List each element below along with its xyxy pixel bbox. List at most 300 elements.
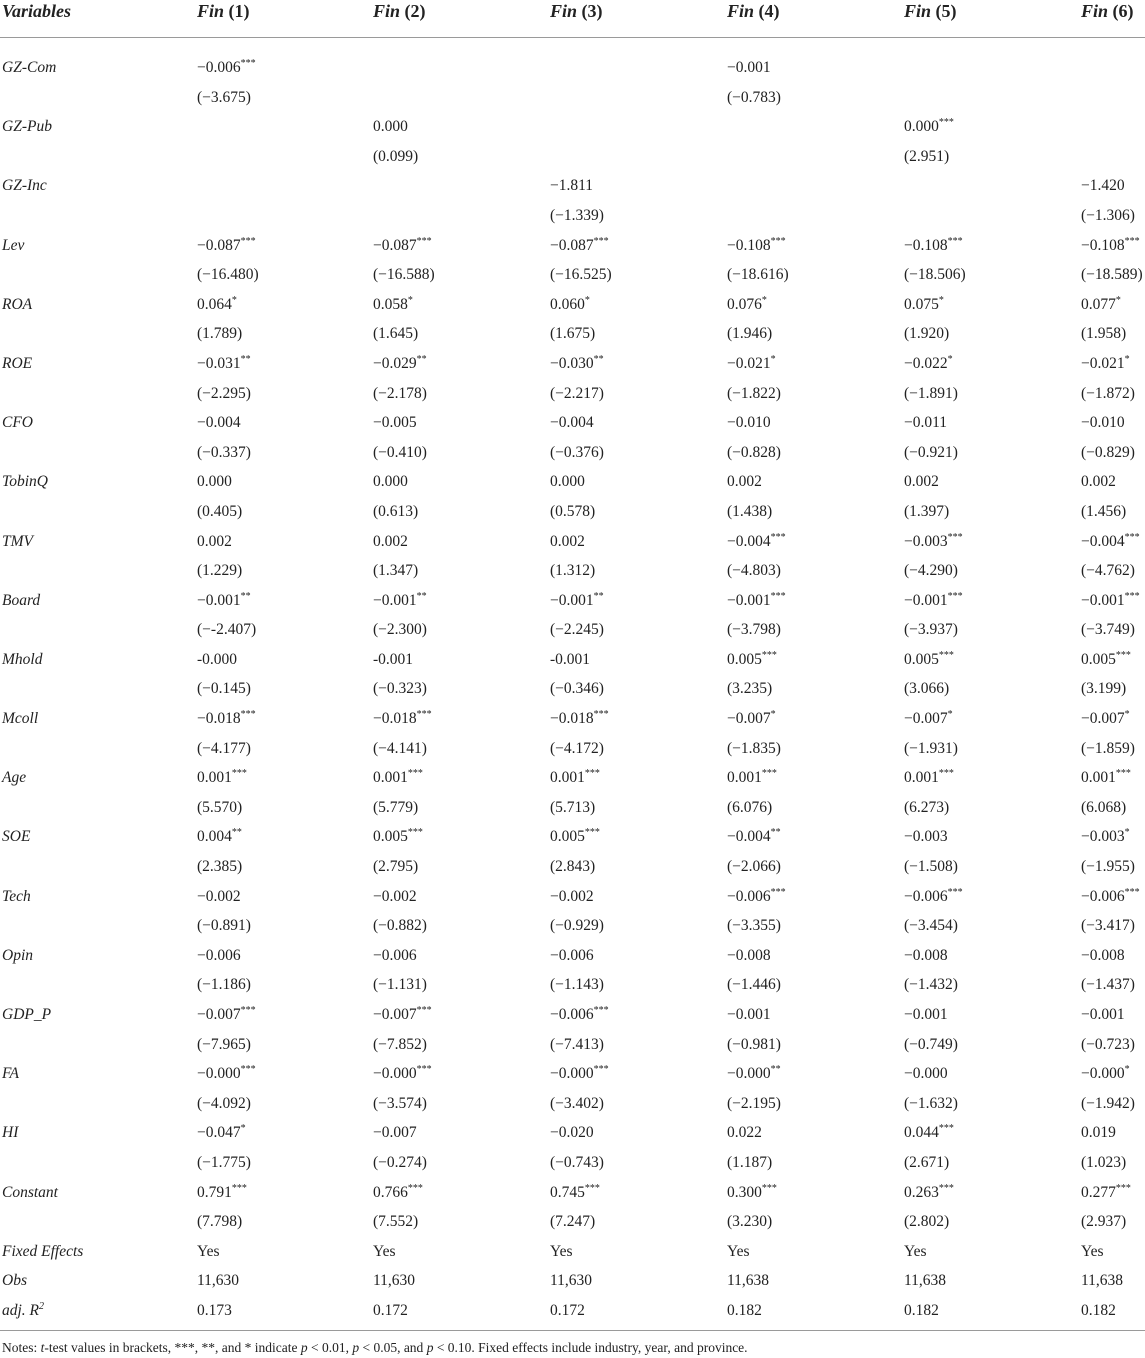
coef-cell: −0.003 (904, 828, 948, 846)
coef-cell: −0.007* (727, 709, 776, 728)
tstat-cell: (−0.410) (373, 443, 427, 461)
variable-name: ROA (2, 295, 33, 313)
tstat-cell: (−-2.407) (197, 621, 257, 639)
coef-cell: −0.003* (1081, 827, 1130, 846)
tstat-cell: (−0.783) (727, 88, 781, 106)
tstat-cell: (1.438) (727, 502, 773, 520)
header-col-name: Fin (727, 1, 755, 21)
table-row-coef (0, 467, 1145, 497)
tstat-cell: (1.229) (197, 562, 243, 580)
header-col-1 (197, 0, 250, 22)
tstat-cell: (−18.506) (904, 266, 966, 284)
coef-cell: 0.001*** (1081, 768, 1131, 787)
tstat-cell: (1.789) (197, 325, 243, 343)
summary-cell: 11,638 (904, 1272, 947, 1290)
tstat-cell: (2.795) (373, 858, 419, 876)
coef-cell: 0.022 (727, 1124, 762, 1142)
table-row-coef (0, 53, 1145, 83)
coef-cell: −0.002 (373, 887, 417, 905)
coef-cell: −0.007* (1081, 709, 1130, 728)
coef-cell: −0.007 (373, 1124, 417, 1142)
tstat-cell: (−0.743) (550, 1153, 604, 1171)
tstat-cell: (−4.762) (1081, 562, 1135, 580)
table-row-coef (0, 704, 1145, 734)
variable-name: Mcoll (2, 710, 39, 728)
coef-cell: −0.007* (904, 709, 953, 728)
coef-cell: −0.006 (550, 946, 594, 964)
tstat-cell: (−4.141) (373, 739, 427, 757)
summary-cell: 0.173 (197, 1301, 232, 1319)
summary-cell: 0.182 (1081, 1301, 1116, 1319)
tstat-cell: (−0.274) (373, 1153, 427, 1171)
table-row-tstat (0, 911, 1145, 941)
coef-cell: 0.263*** (904, 1182, 954, 1201)
tstat-cell: (−3.749) (1081, 621, 1135, 639)
header-col-4 (727, 0, 780, 22)
coef-cell: −1.811 (550, 177, 594, 195)
table-row-tstat (0, 852, 1145, 882)
tstat-cell: (3.230) (727, 1213, 773, 1231)
coef-cell: -0.001 (373, 650, 414, 668)
summary-cell: 0.182 (727, 1301, 762, 1319)
tstat-cell: (−3.798) (727, 621, 781, 639)
tstat-cell: (−1.931) (904, 739, 958, 757)
table-row-tstat (0, 1089, 1145, 1119)
coef-cell: −0.000*** (550, 1064, 609, 1083)
coef-cell: −0.030** (550, 353, 604, 372)
coef-cell: −0.001** (550, 590, 604, 609)
tstat-cell: (−0.376) (550, 443, 604, 461)
variable-name: TobinQ (2, 473, 48, 491)
coef-cell: −0.108*** (1081, 235, 1140, 254)
table-body (0, 53, 1145, 1335)
coef-cell: −0.001** (373, 590, 427, 609)
coef-cell: -0.001 (550, 650, 591, 668)
tstat-cell: (−1.955) (1081, 858, 1135, 876)
coef-cell: 0.076* (727, 294, 767, 313)
coef-cell: −0.007*** (373, 1005, 432, 1023)
tstat-cell: (−0.929) (550, 917, 604, 935)
summary-cell: 0.172 (550, 1301, 585, 1319)
variable-name: HI (2, 1124, 19, 1142)
table-row-coef (0, 822, 1145, 852)
table-row-coef (0, 882, 1145, 912)
table-row-coef (0, 1178, 1145, 1208)
header-variables: Variables (2, 1, 72, 21)
tstat-cell: (−2.245) (550, 621, 604, 639)
coef-cell: −0.006*** (904, 886, 963, 905)
table-row-tstat (0, 615, 1145, 645)
variable-name: Age (2, 769, 27, 787)
table-row-coef (0, 349, 1145, 379)
tstat-cell: (1.347) (373, 562, 419, 580)
summary-cell: Yes (197, 1242, 220, 1260)
tstat-cell: (−1.131) (373, 976, 427, 994)
table-row-tstat (0, 556, 1145, 586)
coef-cell: −0.002 (550, 887, 594, 905)
coef-cell: −1.420 (1081, 177, 1125, 195)
tstat-cell: (−4.172) (550, 739, 604, 757)
table-row-tstat (0, 319, 1145, 349)
table-row-tstat (0, 1148, 1145, 1178)
header-col-name: Fin (1081, 1, 1109, 21)
tstat-cell: (−2.178) (373, 384, 427, 402)
tstat-cell: (−1.446) (727, 976, 781, 994)
table-row-coef (0, 1059, 1145, 1089)
variable-name: Opin (2, 946, 33, 964)
coef-cell: −0.003*** (904, 531, 963, 550)
tstat-cell: (−0.981) (727, 1035, 781, 1053)
coef-cell: −0.005 (373, 414, 417, 432)
coef-cell: 0.000 (550, 473, 585, 491)
coef-cell: 0.000 (197, 473, 232, 491)
coef-cell: −0.108*** (727, 235, 786, 254)
tstat-cell: (5.779) (373, 798, 419, 816)
coef-cell: −0.031** (197, 353, 251, 372)
variable-name: GDP_P (2, 1006, 52, 1023)
tstat-cell: (−16.588) (373, 266, 435, 284)
tstat-cell: (−3.417) (1081, 917, 1135, 935)
coef-cell: −0.000* (1081, 1064, 1130, 1083)
table-notes: Notes: t-test values in brackets, ***, **, and * indicate p < 0.01, p < 0.05, and p < 0.10. Fixed effects include industry, year, and province. (2, 1340, 748, 1355)
tstat-cell: (−2.300) (373, 621, 427, 639)
coef-cell: 0.075* (904, 294, 944, 313)
tstat-cell: (1.456) (1081, 502, 1127, 520)
tstat-cell: (−2.295) (197, 384, 251, 402)
coef-cell: −0.018*** (373, 709, 432, 728)
tstat-cell: (−1.306) (1081, 206, 1135, 224)
header-col-3 (550, 0, 603, 22)
variable-name: Lev (2, 236, 25, 254)
tstat-cell: (5.570) (197, 798, 243, 816)
table-row-tstat (0, 379, 1145, 409)
tstat-cell: (−1.437) (1081, 976, 1135, 994)
tstat-cell: (2.385) (197, 858, 243, 876)
tstat-cell: (−7.852) (373, 1035, 427, 1053)
tstat-cell: (0.099) (373, 147, 419, 165)
coef-cell: −0.108*** (904, 235, 963, 254)
header-col-name: Fin (373, 1, 401, 21)
tstat-cell: (2.951) (904, 147, 950, 165)
coef-cell: −0.001 (1081, 1006, 1125, 1023)
coef-cell: −0.000** (727, 1064, 781, 1083)
tstat-cell: (−1.835) (727, 739, 781, 757)
summary-label: Fixed Effects (2, 1242, 84, 1260)
tstat-cell: (−1.859) (1081, 739, 1135, 757)
tstat-cell: (−1.872) (1081, 384, 1135, 402)
tstat-cell: (−0.921) (904, 443, 958, 461)
coef-cell: 0.060* (550, 294, 590, 313)
tstat-cell: (−3.675) (197, 88, 251, 106)
header-col-number: (5) (935, 1, 957, 21)
bottom-rule (0, 1330, 1145, 1331)
tstat-cell: (−3.937) (904, 621, 958, 639)
variable-name: Constant (2, 1183, 58, 1201)
coef-cell: 0.044*** (904, 1123, 954, 1142)
table-row-coef (0, 586, 1145, 616)
tstat-cell: (−0.828) (727, 443, 781, 461)
tstat-cell: (−0.882) (373, 917, 427, 935)
summary-label: adj. $R^2$ (2, 1300, 45, 1319)
table-row-coef (0, 941, 1145, 971)
summary-cell: 11,630 (550, 1272, 593, 1290)
header-col-number: (3) (581, 1, 603, 21)
coef-cell: −0.001 (727, 59, 771, 76)
coef-cell: −0.047* (197, 1123, 246, 1142)
header-col-5 (904, 0, 957, 22)
tstat-cell: (−7.965) (197, 1035, 251, 1053)
coef-cell: 0.791*** (197, 1182, 247, 1201)
tstat-cell: (−16.480) (197, 266, 259, 284)
coef-cell: 0.077* (1081, 294, 1121, 313)
table-row-tstat (0, 438, 1145, 468)
variable-name: CFO (2, 414, 33, 432)
tstat-cell: (1.312) (550, 562, 596, 580)
coef-cell: −0.021* (1081, 353, 1130, 372)
tstat-cell: (7.552) (373, 1213, 419, 1231)
coef-cell: 0.001*** (373, 768, 423, 787)
tstat-cell: (−0.829) (1081, 443, 1135, 461)
table-row-summary (0, 1266, 1145, 1296)
tstat-cell: (−4.177) (197, 739, 251, 757)
variable-name: GZ-Pub (2, 118, 52, 136)
coef-cell: −0.000*** (197, 1064, 256, 1083)
tstat-cell: (2.843) (550, 858, 596, 876)
coef-cell: −0.006*** (1081, 886, 1140, 905)
coef-cell: −0.006 (197, 946, 241, 964)
header-col-name: Fin (550, 1, 578, 21)
variable-name: FA (2, 1065, 19, 1083)
summary-cell: Yes (550, 1242, 573, 1260)
table-row-coef (0, 231, 1145, 261)
coef-cell: −0.001*** (727, 590, 786, 609)
coef-cell: −0.087*** (197, 235, 256, 254)
table-row-coef (0, 763, 1145, 793)
tstat-cell: (3.066) (904, 680, 950, 698)
tstat-cell: (0.578) (550, 502, 596, 520)
table-header (0, 0, 1145, 38)
coef-cell: −0.004** (727, 827, 781, 846)
coef-cell: 0.005*** (727, 649, 777, 668)
tstat-cell: (−0.145) (197, 680, 251, 698)
tstat-cell: (−4.290) (904, 562, 958, 580)
tstat-cell: (−16.525) (550, 266, 612, 284)
table-row-coef (0, 112, 1145, 142)
table-row-coef (0, 1000, 1145, 1030)
coef-cell: −0.001 (727, 1006, 771, 1023)
coef-cell: −0.022* (904, 353, 953, 372)
coef-cell: −0.029** (373, 353, 427, 372)
header-col-name: Fin (904, 1, 932, 21)
header-col-number: (2) (404, 1, 426, 21)
summary-cell: Yes (373, 1242, 396, 1260)
variable-name: GZ-Com (2, 59, 57, 76)
tstat-cell: (−1.775) (197, 1153, 251, 1171)
coef-cell: 0.002 (727, 473, 762, 491)
header-col-6 (1081, 0, 1134, 22)
tstat-cell: (7.798) (197, 1213, 243, 1231)
summary-cell: 0.172 (373, 1301, 408, 1319)
tstat-cell: (−1.822) (727, 384, 781, 402)
coef-cell: 0.277*** (1081, 1182, 1131, 1201)
coef-cell: −0.000*** (373, 1064, 432, 1083)
tstat-cell: (−4.092) (197, 1094, 251, 1112)
coef-cell: 0.005*** (373, 827, 423, 846)
header-col-name: Fin (197, 1, 225, 21)
coef-cell: 0.004** (197, 827, 242, 846)
summary-cell: Yes (904, 1242, 927, 1260)
coef-cell: −0.001*** (904, 590, 963, 609)
tstat-cell: (−0.891) (197, 917, 251, 935)
tstat-cell: (−1.186) (197, 976, 251, 994)
coef-cell: −0.006*** (727, 886, 786, 905)
table-row-coef (0, 171, 1145, 201)
coef-cell: −0.001 (904, 1006, 948, 1023)
tstat-cell: (−1.432) (904, 976, 958, 994)
tstat-cell: (−1.632) (904, 1094, 958, 1112)
summary-cell: 0.182 (904, 1301, 939, 1319)
tstat-cell: (6.068) (1081, 798, 1127, 816)
tstat-cell: (−4.803) (727, 562, 781, 580)
coef-cell: 0.002 (904, 473, 939, 491)
tstat-cell: (1.645) (373, 325, 419, 343)
tstat-cell: (2.937) (1081, 1213, 1127, 1231)
coef-cell: 0.000 (373, 473, 408, 491)
tstat-cell: (−1.891) (904, 384, 958, 402)
tstat-cell: (0.405) (197, 502, 243, 520)
coef-cell: 0.000 (373, 118, 408, 136)
coef-cell: 0.064* (197, 294, 237, 313)
summary-cell: 11,630 (373, 1272, 416, 1290)
table-row-coef (0, 1118, 1145, 1148)
variable-name: ROE (2, 354, 33, 372)
coef-cell: −0.010 (727, 414, 771, 432)
coef-cell: −0.008 (1081, 946, 1125, 964)
coef-cell: −0.001*** (1081, 590, 1140, 609)
tstat-cell: (−1.339) (550, 206, 604, 224)
variable-name: SOE (2, 828, 31, 846)
coef-cell: −0.021* (727, 353, 776, 372)
table-row-tstat (0, 1207, 1145, 1237)
coef-cell: −0.020 (550, 1124, 594, 1142)
table-row-tstat (0, 793, 1145, 823)
coef-cell: −0.018*** (197, 709, 256, 728)
tstat-cell: (7.247) (550, 1213, 596, 1231)
tstat-cell: (−3.454) (904, 917, 958, 935)
tstat-cell: (0.613) (373, 502, 419, 520)
table-row-coef (0, 645, 1145, 675)
summary-cell: 11,630 (197, 1272, 240, 1290)
summary-cell: 11,638 (1081, 1272, 1124, 1290)
coef-cell: 0.766*** (373, 1182, 423, 1201)
tstat-cell: (−1.942) (1081, 1094, 1135, 1112)
tstat-cell: (−7.413) (550, 1035, 604, 1053)
tstat-cell: (3.235) (727, 680, 773, 698)
coef-cell: 0.001*** (550, 768, 600, 787)
coef-cell: 0.058* (373, 294, 413, 313)
coef-cell: 0.000*** (904, 117, 954, 136)
coef-cell: −0.018*** (550, 709, 609, 728)
header-col-2 (373, 0, 426, 22)
header-col-number: (1) (228, 1, 250, 21)
variable-name: TMV (2, 532, 33, 550)
tstat-cell: (1.023) (1081, 1153, 1127, 1171)
variable-name: Board (2, 591, 41, 609)
coef-cell: 0.005*** (550, 827, 600, 846)
coef-cell: 0.019 (1081, 1124, 1116, 1142)
tstat-cell: (−0.723) (1081, 1035, 1135, 1053)
coef-cell: 0.001*** (727, 768, 777, 787)
tstat-cell: (−0.337) (197, 443, 251, 461)
table-row-tstat (0, 142, 1145, 172)
header-col-number: (6) (1112, 1, 1134, 21)
coef-cell: 0.002 (1081, 473, 1116, 491)
coef-cell: −0.087*** (550, 235, 609, 254)
tstat-cell: (2.802) (904, 1213, 950, 1231)
tstat-cell: (−3.402) (550, 1094, 604, 1112)
header-col-number: (4) (758, 1, 780, 21)
variable-name: Tech (2, 887, 31, 905)
tstat-cell: (−3.355) (727, 917, 781, 935)
coef-cell: −0.008 (904, 946, 948, 964)
tstat-cell: (6.273) (904, 798, 950, 816)
coef-cell: −0.004*** (1081, 531, 1140, 550)
tstat-cell: (−1.143) (550, 976, 604, 994)
summary-cell: Yes (727, 1242, 750, 1260)
coef-cell: −0.002 (197, 887, 241, 905)
table-row-tstat (0, 1030, 1145, 1060)
tstat-cell: (−0.749) (904, 1035, 958, 1053)
tstat-cell: (−2.066) (727, 858, 781, 876)
coef-cell: −0.008 (727, 946, 771, 964)
table-row-summary (0, 1296, 1145, 1326)
coef-cell: 0.001*** (904, 768, 954, 787)
table-row-tstat (0, 201, 1145, 231)
tstat-cell: (−2.217) (550, 384, 604, 402)
coef-cell: 0.001*** (197, 768, 247, 787)
table-row-tstat (0, 260, 1145, 290)
table-row-tstat (0, 674, 1145, 704)
summary-label: Obs (2, 1272, 27, 1290)
tstat-cell: (1.187) (727, 1153, 773, 1171)
tstat-cell: (1.920) (904, 325, 950, 343)
coef-cell: −0.004 (197, 414, 241, 432)
tstat-cell: (5.713) (550, 798, 596, 816)
coef-cell: −0.000 (904, 1065, 948, 1083)
tstat-cell: (−18.616) (727, 266, 789, 284)
coef-cell: −0.087*** (373, 235, 432, 254)
coef-cell: 0.005*** (904, 649, 954, 668)
coef-cell: 0.745*** (550, 1182, 600, 1201)
coef-cell: −0.001** (197, 590, 251, 609)
tstat-cell: (−18.589) (1081, 266, 1143, 284)
table-row-coef (0, 527, 1145, 557)
coef-cell: −0.004*** (727, 531, 786, 550)
tstat-cell: (1.958) (1081, 325, 1127, 343)
coef-cell: −0.004 (550, 414, 594, 432)
table-row-summary (0, 1237, 1145, 1267)
variable-name: GZ-Inc (2, 177, 47, 195)
coef-cell: −0.011 (904, 414, 948, 432)
tstat-cell: (1.397) (904, 502, 950, 520)
tstat-cell: (1.675) (550, 325, 596, 343)
table-row-coef (0, 408, 1145, 438)
coef-cell: −0.007*** (197, 1005, 256, 1023)
summary-cell: 11,638 (727, 1272, 770, 1290)
tstat-cell: (−2.195) (727, 1094, 781, 1112)
summary-cell: Yes (1081, 1242, 1104, 1260)
table-row-tstat (0, 734, 1145, 764)
